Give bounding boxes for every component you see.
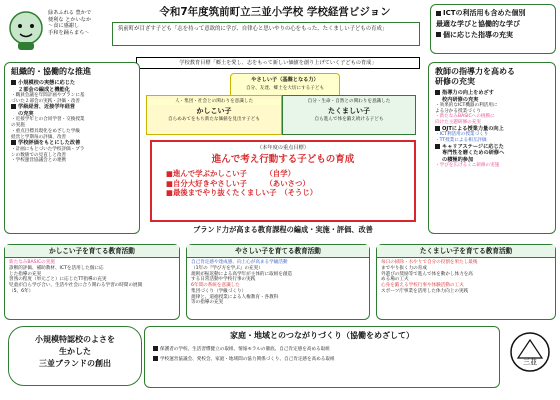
column-right: たくましい子を育てる教育活動 毎日の掃除・水やりで自分の役割を果たし最後 までやり抜く力の育成 外遊びの奨励等で進んで体を動かし体力を高 める場の工夫 心身を鍛える学校行事や体験活動の工夫 スポーツ庁事業を活用した体力向上の実践: [376, 244, 556, 320]
vision-text: 筑前町が目ざす子ども「志を持って意欲的に学び、自律心と思いやりの心をもった、たくましい子どもの育成」: [118, 26, 388, 32]
kashikoi-box: 人・集団・社会との関わりを意識した かしこい子 自らめあてをもち新たな価値を見出す子ども: [146, 95, 282, 135]
mascot-image: [6, 8, 46, 52]
column-left: かしこい子を育てる教育活動 新たなみBASICの実施 診断的評価、補助教材、ICTを活用した個に応 じた指導の充実 習熟の程度（単元ごと）に応じたTT指導の充実 児童が自ら学び合い、生活や社会に合う関わる学習の時間の展開 （5、6年）: [4, 244, 180, 320]
school-goal: 学校教育目標「郷土を愛し、志をもって新しい価値を創り上げていく子どもの育成」: [136, 57, 420, 69]
mascot-area: [4, 4, 106, 58]
page-title: 令和7年度筑前町立三並小学校 学校経営ビジョン: [159, 6, 391, 18]
top-right-item: ICTの利活用も含めた個別: [436, 9, 550, 18]
column-mid: やさしい子を育てる教育活動 自己肯定感や達成感、向上心が高まる学級活動 （1年の『学び方を学ぶ』の充実） 規則が振返動による高学年が主体的に取組を創造 する日常活動や学校行事の実践 6年間の系統を意識した 集団づくり（学級づくり） 規律と、道徳授業による人権教育・各教科 等の指導の充実: [186, 244, 370, 320]
mascot-text: 緑あふれる 豊かで 便利な とかいなか ～食に感謝し 手和を踊らまち～: [48, 10, 92, 36]
top-right-box: [430, 4, 556, 54]
svg-text:三並: 三並: [523, 358, 537, 366]
focus-line: ■進んで学ぶかしこい子 （自学）: [166, 169, 295, 179]
yasashii-box: やさしい子（基盤となる力） 自分、友達、郷土を大切にする子ども: [230, 73, 340, 101]
left-panel: 組織的・協働的な推進 小規模校の実態に応じた ２部会の編成と機能化 ・職員会議を年間計画やプランに基 づいた２部会の実践・評価・改善 学級経営、近接学年経営 の充実 ・近接学年との合同学習・交換授業 の実施 ・重点目標具現化をめざした学級 経営と学期毎の評価、改善 学校評価をもとにした改善 ・計画にもとづいた学校評価・プラ ンの数値での見直しと改善 ・学校運営協議会との連携: [4, 62, 140, 234]
focus-goal: （本年度の重点目標） 進んで考え行動する子どもの育成 ■進んで学ぶかしこい子 （自学） ■自分大好きやさしい子 （あいさつ） ■最後までやり抜くたくましい子 （そうじ）: [150, 140, 416, 222]
ideal-child-area: [146, 73, 416, 137]
top-right-item: 個に応じた指導の充実: [436, 31, 550, 40]
bottom-mid: 家庭・地域とのつながりづくり（協働をめざして） 保護者の学校、生活習慣健立の取組、情報モラルの徹底、自己肯定感を高める取組 学校運営協議会、愛校会、家庭・地域間の協力関係づくり、自己肯定感を高める取組: [144, 326, 500, 388]
right-panel: 教師の指導力を高める 研修の充実 指導力の向上をめざす 校内研修の充実 ・効果的なICT機器の利活用に よる分かる授業づくり ・新たなみBASICへの挑戦に 向けた主題研修の充実 OJTによる授業力量の向上 ・ICT利活用の授業づくり ・TT授業による相互評価 キャリアステージに応じた 専門性を磨くための研修へ の積極的参加 ・学びを広げるミニ研修の実施: [428, 62, 556, 234]
takumashii-box: 自分・生命・自然との関わりを意識した たくましい子 自ら進んで体を鍛え続ける子ども: [282, 95, 416, 135]
focus-line: ■最後までやり抜くたくましい子 （そうじ）: [166, 187, 318, 197]
vision-box: [112, 22, 420, 46]
top-right-item: 最適な学びと協働的な学び: [436, 19, 520, 28]
focus-line: ■自分大好きやさしい子 （あいさつ）: [166, 178, 310, 188]
bridge: ブランド力が高まる教育課程の編成・実施・評価、改善: [193, 225, 373, 234]
bottom-left: 小規模特認校のよさを 生かした 三並ブランドの創出: [8, 326, 142, 386]
school-seal: [508, 330, 552, 374]
